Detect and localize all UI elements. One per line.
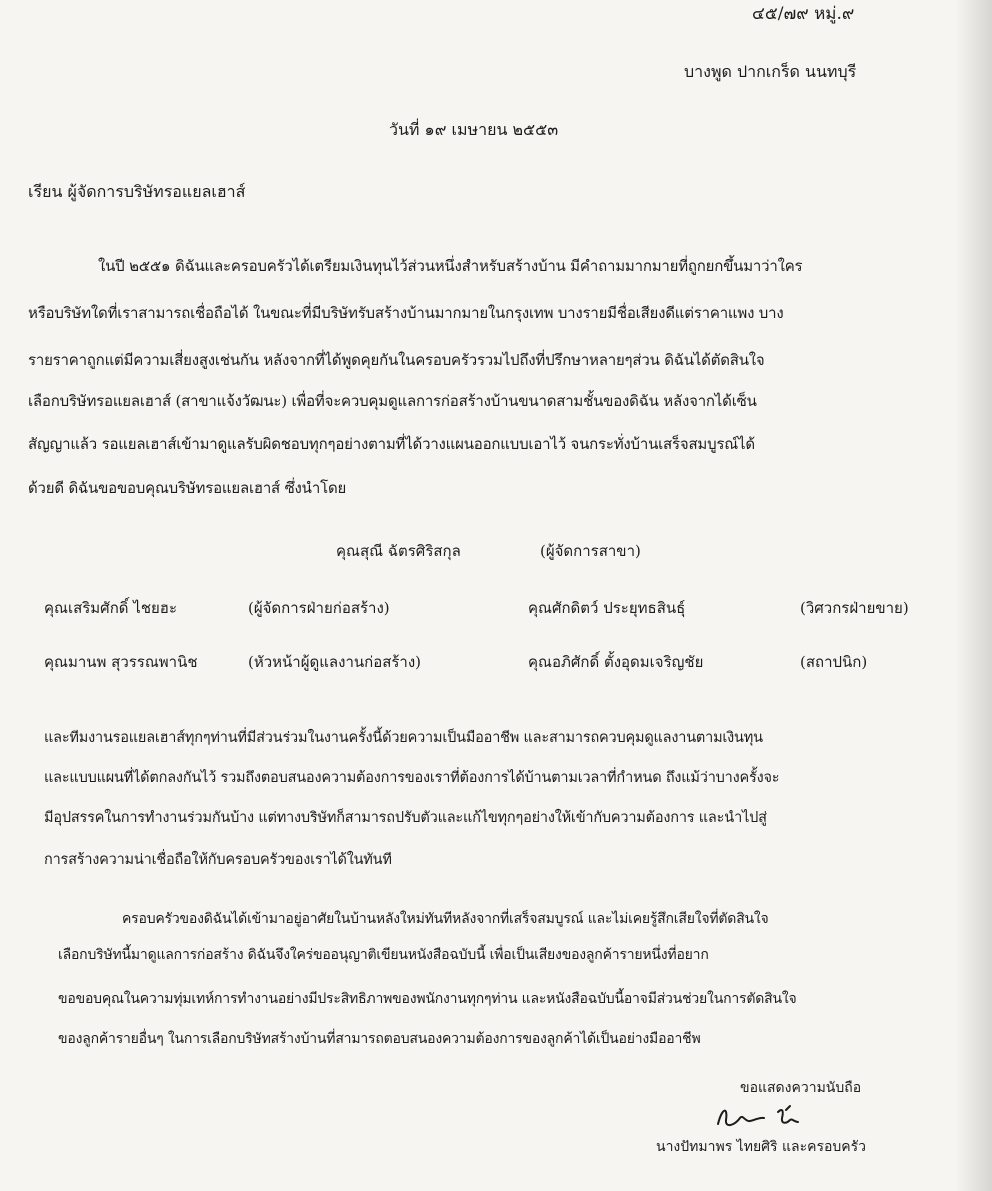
paragraph-line: รายราคาถูกแต่มีความเสี่ยงสูงเช่นกัน หลังจากที่ได้พูดคุยกันในครอบครัวรวมไปถึงที่ปรึกษาหลายๆส่วน ดิฉันได้ตัดสินใจ xyxy=(28,351,765,369)
staff-role: (สถาปนิก) xyxy=(800,653,868,671)
paragraph-line: เลือกบริษัทนี้มาดูแลการก่อสร้าง ดิฉันจึงใคร่ขออนุญาติเขียนหนังสือฉบับนี้ เพื่อเป็นเสียงของลูกค้ารายหนึ่งที่อยาก xyxy=(58,947,709,963)
paragraph-line: ของลูกค้ารายอื่นๆ ในการเลือกบริษัทสร้างบ้านที่สามารถตอบสนองความต้องการของลูกค้าได้เป็นอย่างมืออาชีพ xyxy=(58,1031,701,1047)
staff-name: คุณเสริมศักดิ์ ไชยฮะ xyxy=(44,599,178,617)
staff-role: (วิศวกรฝ่ายขาย) xyxy=(800,599,909,617)
paragraph-line: ด้วยดี ดิฉันขอขอบคุณบริษัทรอแยลเฮาส์ ซึ่งนำโดย xyxy=(28,479,347,497)
paragraph-line: ครอบครัวของดิฉันได้เข้ามาอยู่อาศัยในบ้านหลังใหม่ทันทีหลังจากที่เสร็จสมบูรณ์ และไม่เคยรู้สึกเสียใจที่ตัดสินใจ xyxy=(122,911,769,927)
paragraph-line: ขอขอบคุณในความทุ่มเทห์การทำงานอย่างมีประสิทธิภาพของพนักงานทุกๆท่าน และหนังสือฉบับนี้อาจมีส่วนช่วยในการตัดสินใจ xyxy=(58,991,797,1007)
staff-name: คุณมานพ สุวรรณพานิช xyxy=(44,653,198,671)
address-line-2: บางพูด ปากเกร็ด นนทบุรี xyxy=(684,62,857,81)
paragraph-line: การสร้างความน่าเชื่อถือให้กับครอบครัวของเราได้ในทันที xyxy=(44,852,392,868)
sign-off: ขอแสดงความนับถือ xyxy=(740,1080,862,1096)
paragraph-line: หรือบริษัทใดที่เราสามารถเชื่อถือได้ ในขณะที่มีบริษัทรับสร้างบ้านมากมายในกรุงเทพ บางรายมีชื่อเสียงดีแต่ราคาแพง บาง xyxy=(28,304,784,322)
staff-name: คุณศักดิตว์ ประยุทธสินธุ์ xyxy=(528,599,686,617)
staff-role: (ผู้จัดการฝ่ายก่อสร้าง) xyxy=(248,599,390,617)
paragraph-line: เลือกบริษัทรอแยลเฮาส์ (สาขาแจ้งวัฒนะ) เพื่อที่จะควบคุมดูแลการก่อสร้างบ้านขนาดสามชั้นของดิฉัน หลังจากได้เซ็น xyxy=(28,392,757,410)
paragraph-line: ในปี ๒๕๕๑ ดิฉันและครอบครัวได้เตรียมเงินทุนไว้ส่วนหนึ่งสำหรับสร้างบ้าน มีคำถามมากมายที่ถูกยกขึ้นมาว่าใคร xyxy=(98,257,803,275)
paragraph-line: สัญญาแล้ว รอแยลเฮาส์เข้ามาดูแลรับผิดชอบทุกๆอย่างตามที่ได้วางแผนออกแบบเอาไว้ จนกระทั่งบ้านเสร็จสมบูรณ์ได้ xyxy=(28,435,755,453)
staff-role: (หัวหน้าผู้ดูแลงานก่อสร้าง) xyxy=(248,653,422,671)
paragraph-line: และแบบแผนที่ได้ตกลงกันไว้ รวมถึงตอบสนองความต้องการของเราที่ต้องการได้บ้านตามเวลาที่กำหนด ถึงแม้ว่าบางครั้งจะ xyxy=(44,770,780,786)
signer-name: นางปัทมาพร ไทยศิริ และครอบครัว xyxy=(656,1139,867,1155)
staff-lead-role: (ผู้จัดการสาขา) xyxy=(540,542,641,560)
paragraph-line: มีอุปสรรคในการทำงานร่วมกันบ้าง แต่ทางบริษัทก็สามารถปรับตัวและแก้ไขทุกๆอย่างให้เข้ากับความต้องการ และนำไปสู่ xyxy=(44,810,767,826)
letter-date: วันที่ ๑๙ เมษายน ๒๕๕๓ xyxy=(389,120,559,139)
staff-lead-name: คุณสุณี ฉัตรศิริสกุล xyxy=(336,542,461,560)
paragraph-line: และทีมงานรอแยลเฮาส์ทุกๆท่านที่มีส่วนร่วมในงานครั้งนี้ด้วยความเป็นมืออาชีพ และสามารถควบคุมดูแลงานตามเงินทุน xyxy=(44,730,763,746)
scan-edge-shadow xyxy=(955,0,992,1191)
address-line-1: ๔๕/๗๙ หมู่.๙ xyxy=(752,4,855,24)
staff-name: คุณอภิศักดิ์ ตั้งอุดมเจริญชัย xyxy=(528,653,704,671)
handwritten-signature xyxy=(712,1102,812,1132)
salutation: เรียน ผู้จัดการบริษัทรอแยลเฮาส์ xyxy=(28,182,246,201)
